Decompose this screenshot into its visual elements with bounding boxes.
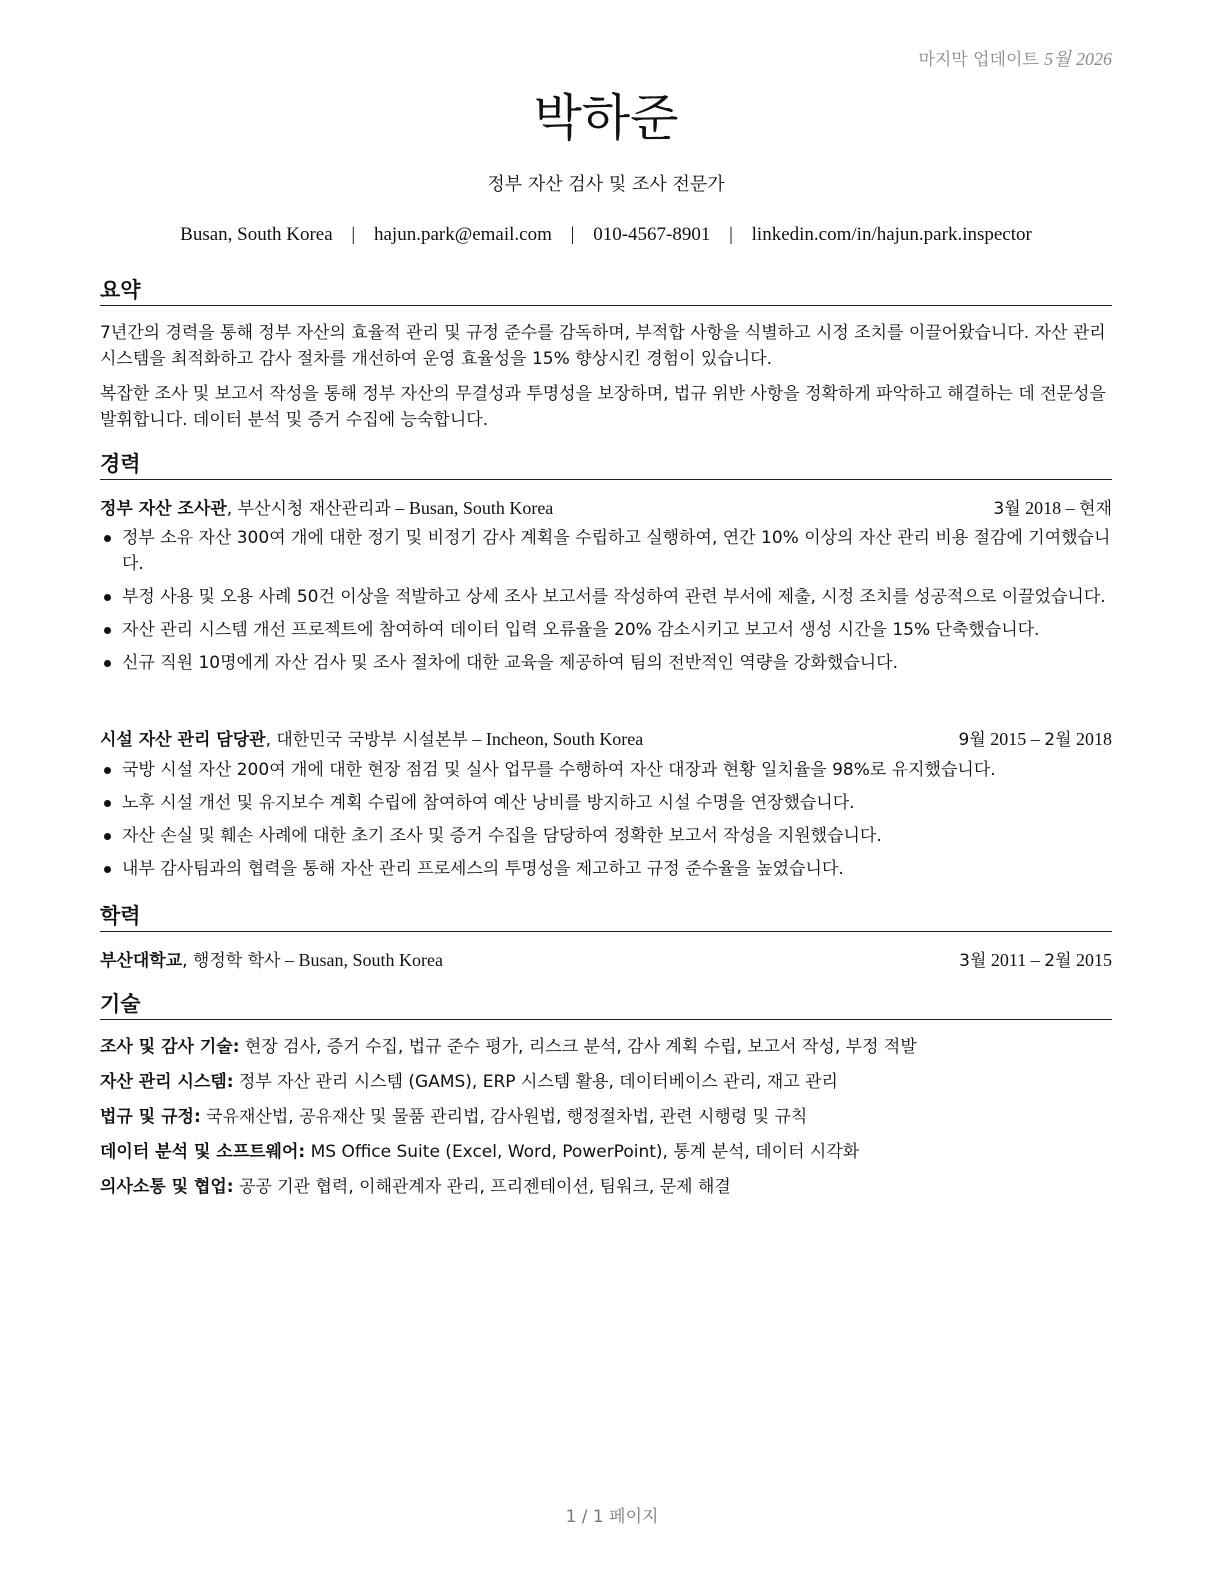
- list-item: 노후 시설 개선 및 유지보수 계획 수립에 참여하여 예산 낭비를 방지하고 시설 수명을 연장했습니다.: [100, 790, 1120, 816]
- last-updated-month: 5월: [1044, 49, 1071, 69]
- job-location: – Incheon, South Korea: [467, 729, 644, 749]
- summary-paragraph-2: 복잡한 조사 및 보고서 작성을 통해 정부 자산의 무결성과 투명성을 보장하며, 법규 위반 사항을 정확하게 파악하고 해결하는 데 전문성을 발휘합니다. 데이터 분석 및 증거 수집에 능숙합니다.: [100, 384, 1106, 430]
- section-title-education: 학력: [100, 903, 1112, 932]
- date-month: 3월: [993, 499, 1021, 519]
- contact-email[interactable]: hajun.park@email.com: [373, 224, 552, 245]
- job-bullets: [100, 525, 1120, 683]
- job-dates: [993, 496, 1112, 521]
- contact-line: [100, 224, 1112, 246]
- degree: , 행정학 학사: [182, 951, 281, 971]
- date-month: 3월: [959, 951, 987, 971]
- list-item: 국방 시설 자산 200여 개에 대한 현장 점검 및 실사 업무를 수행하여 자산 대장과 현황 일치율을 98%로 유지했습니다.: [100, 757, 1120, 783]
- date-year: 2015: [990, 729, 1027, 749]
- date-dash: –: [1030, 950, 1040, 970]
- skill-line: [100, 1070, 1112, 1094]
- list-item: 내부 감사팀과의 협력을 통해 자산 관리 프로세스의 투명성을 제고하고 규정 준수율을 높였습니다.: [100, 856, 1120, 882]
- job-header: [100, 496, 1112, 521]
- skill-label: 의사소통 및 협업:: [100, 1177, 234, 1197]
- job-dates: [959, 727, 1113, 752]
- date-month: 9월: [958, 730, 986, 750]
- education-entry: [100, 948, 1112, 973]
- skill-line: [100, 1105, 1112, 1129]
- job-org: , 대한민국 국방부 시설본부: [265, 730, 468, 750]
- headline: 정부 자산 검사 및 조사 전문가: [487, 174, 725, 195]
- section-title-skills: 기술: [100, 991, 1112, 1020]
- date-year: 2018: [1025, 498, 1062, 518]
- job-title: 시설 자산 관리 담당관: [100, 730, 266, 750]
- list-item: 자산 손실 및 훼손 사례에 대한 초기 조사 및 증거 수집을 담당하여 정확한 보고서 작성을 지원했습니다.: [100, 823, 1120, 849]
- last-updated: [918, 45, 1112, 71]
- skill-label: 조사 및 감사 기술:: [100, 1037, 240, 1057]
- skill-line: [100, 1175, 1112, 1199]
- education-dates: [959, 948, 1112, 973]
- skill-value: MS Office Suite (Excel, Word, PowerPoint), 통계 분석, 데이터 시각화: [305, 1142, 860, 1162]
- list-item: 신규 직원 10명에게 자산 검사 및 조사 절차에 대한 교육을 제공하여 팀의 전반적인 역량을 강화했습니다.: [100, 650, 1120, 676]
- date-month: 2월: [1044, 730, 1072, 750]
- skill-label: 법규 및 규정:: [100, 1107, 201, 1127]
- date-year: 2011: [990, 950, 1027, 970]
- date-year: 2018: [1076, 729, 1112, 749]
- job-location: – Busan, South Korea: [390, 498, 554, 518]
- date-dash: –: [1065, 498, 1075, 518]
- date-dash: –: [1030, 729, 1040, 749]
- contact-separator: |: [351, 224, 356, 245]
- education-location: – Busan, South Korea: [280, 950, 443, 970]
- skill-value: 공공 기관 협력, 이해관계자 관리, 프리젠테이션, 팀워크, 문제 해결: [233, 1177, 731, 1197]
- contact-separator: |: [729, 224, 733, 245]
- skill-label: 데이터 분석 및 소프트웨어:: [100, 1142, 306, 1162]
- contact-separator: |: [570, 224, 575, 245]
- job-header: [100, 727, 1112, 752]
- contact-location: Busan, South Korea: [180, 224, 333, 245]
- skill-label: 자산 관리 시스템:: [100, 1072, 234, 1092]
- date-end: 현재: [1079, 499, 1112, 519]
- contact-phone: 010-4567-8901: [593, 224, 711, 245]
- list-item: 정부 소유 자산 300여 개에 대한 정기 및 비정기 감사 계획을 수립하고 실행하여, 연간 10% 이상의 자산 관리 비용 절감에 기여했습니다.: [100, 525, 1120, 577]
- person-name: 박하준: [533, 89, 679, 147]
- contact-linkedin[interactable]: linkedin.com/in/hajun.park.inspector: [751, 224, 1032, 245]
- school-name: 부산대학교: [100, 951, 183, 971]
- date-year: 2015: [1076, 950, 1112, 970]
- job-bullets: [100, 757, 1120, 889]
- summary-paragraph-1: 7년간의 경력을 통해 정부 자산의 효율적 관리 및 규정 준수를 감독하며, 부적합 사항을 식별하고 시정 조치를 이끌어왔습니다. 자산 관리 시스템을 최적화하고 감사 절차를 개선하여 운영 효율성을 15% 향상시킨 경험이 있습니다.: [100, 323, 1106, 369]
- last-updated-year: 2026: [1076, 49, 1112, 69]
- section-title-experience: 경력: [100, 451, 1112, 480]
- skill-value: 국유재산법, 공유재산 및 물품 관리법, 감사원법, 행정절차법, 관련 시행령 및 규칙: [200, 1107, 808, 1127]
- skill-value: 현장 검사, 증거 수집, 법규 준수 평가, 리스크 분석, 감사 계획 수립, 보고서 작성, 부정 적발: [239, 1037, 917, 1057]
- skill-line: [100, 1035, 1112, 1059]
- date-month: 2월: [1044, 951, 1072, 971]
- job-title: 정부 자산 조사관: [100, 499, 227, 519]
- skill-value: 정부 자산 관리 시스템 (GAMS), ERP 시스템 활용, 데이터베이스 관리, 재고 관리: [233, 1072, 838, 1092]
- section-title-summary: 요약: [100, 277, 1112, 306]
- last-updated-label: 마지막 업데이트: [918, 50, 1039, 70]
- skill-line: [100, 1140, 1112, 1164]
- job-org: , 부산시청 재산관리과: [226, 499, 391, 519]
- list-item: 부정 사용 및 오용 사례 50건 이상을 적발하고 상세 조사 보고서를 작성하여 관련 부서에 제출, 시정 조치를 성공적으로 이끌었습니다.: [100, 584, 1120, 610]
- page-number: 1 / 1 페이지: [565, 1507, 659, 1527]
- list-item: 자산 관리 시스템 개선 프로젝트에 참여하여 데이터 입력 오류율을 20% 감소시키고 보고서 생성 시간을 15% 단축했습니다.: [100, 617, 1120, 643]
